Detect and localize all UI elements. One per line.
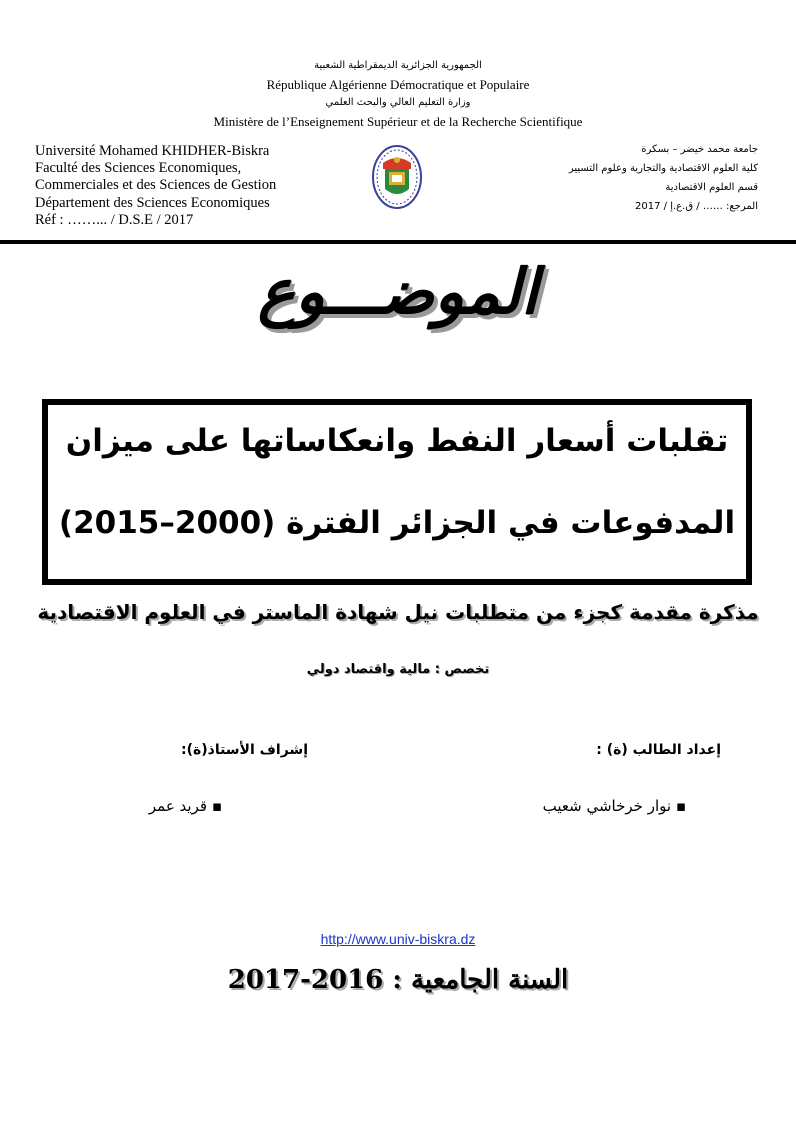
university-info-french <box>35 143 335 229</box>
department-name-ar: قسم العلوم الاقتصادية <box>665 182 758 193</box>
supervisor-name: قريد عمر <box>148 797 208 815</box>
bullet-icon: ▪ <box>211 797 222 815</box>
student-label: إعداد الطالب (ة) : <box>596 742 721 758</box>
faculty-name-fr-1: Faculté des Sciences Economiques, <box>35 160 242 177</box>
faculty-name-fr-2: Commerciales et des Sciences de Gestion <box>35 177 277 194</box>
ministry-arabic: وزارة التعليم العالي والبحث العلمي <box>325 97 471 108</box>
supervisor-label: إشراف الأستاذ(ة): <box>180 742 308 758</box>
specialty: تخصص : مالية واقتصاد دولي <box>306 662 490 677</box>
thesis-title-box <box>42 399 752 585</box>
faculty-name-ar: كلية العلوم الاقتصادية والتجارية وعلوم التسيير <box>568 163 758 174</box>
academic-year: السنة الجامعية : 2016-2017 <box>227 965 569 995</box>
republic-arabic: الجمهورية الجزائرية الديمقراطية الشعبية <box>314 60 482 71</box>
university-name-ar: جامعة محمد خيضر – بسكرة <box>641 144 758 155</box>
thesis-title-line-1: تقلبات أسعار النفط وانعكاساتها على ميزان <box>65 423 729 459</box>
memo-statement: مذكرة مقدمة كجزء من متطلبات نيل شهادة الماستر في العلوم الاقتصادية <box>37 600 759 624</box>
university-info-arabic <box>458 140 758 216</box>
university-website-link[interactable]: http://www.univ-biskra.dz <box>320 931 476 947</box>
ministry-french: Ministère de l’Enseignement Supérieur et de la Recherche Scientifique <box>213 114 583 129</box>
reference-ar: المرجع: …… / ق.ع.إ / 2017 <box>635 201 758 212</box>
university-seal-icon <box>371 145 423 209</box>
department-name-fr: Département des Sciences Economiques <box>35 194 270 211</box>
bullet-icon: ▪ <box>675 797 686 815</box>
thesis-title-line-2: المدفوعات في الجزائر الفترة (2000–2015) <box>58 505 736 541</box>
reference-fr: Réf : ……... / D.S.E / 2017 <box>35 211 194 228</box>
student-name-row <box>543 797 686 815</box>
student-name: نوار خرخاشي شعيب <box>542 797 672 815</box>
subject-heading: الموضـــوع <box>257 255 539 328</box>
university-name-fr: Université Mohamed KHIDHER-Biskra <box>35 143 270 159</box>
republic-french: République Algérienne Démocratique et Populaire <box>266 77 530 92</box>
supervisor-name-row <box>149 797 222 815</box>
header-divider <box>0 240 796 244</box>
